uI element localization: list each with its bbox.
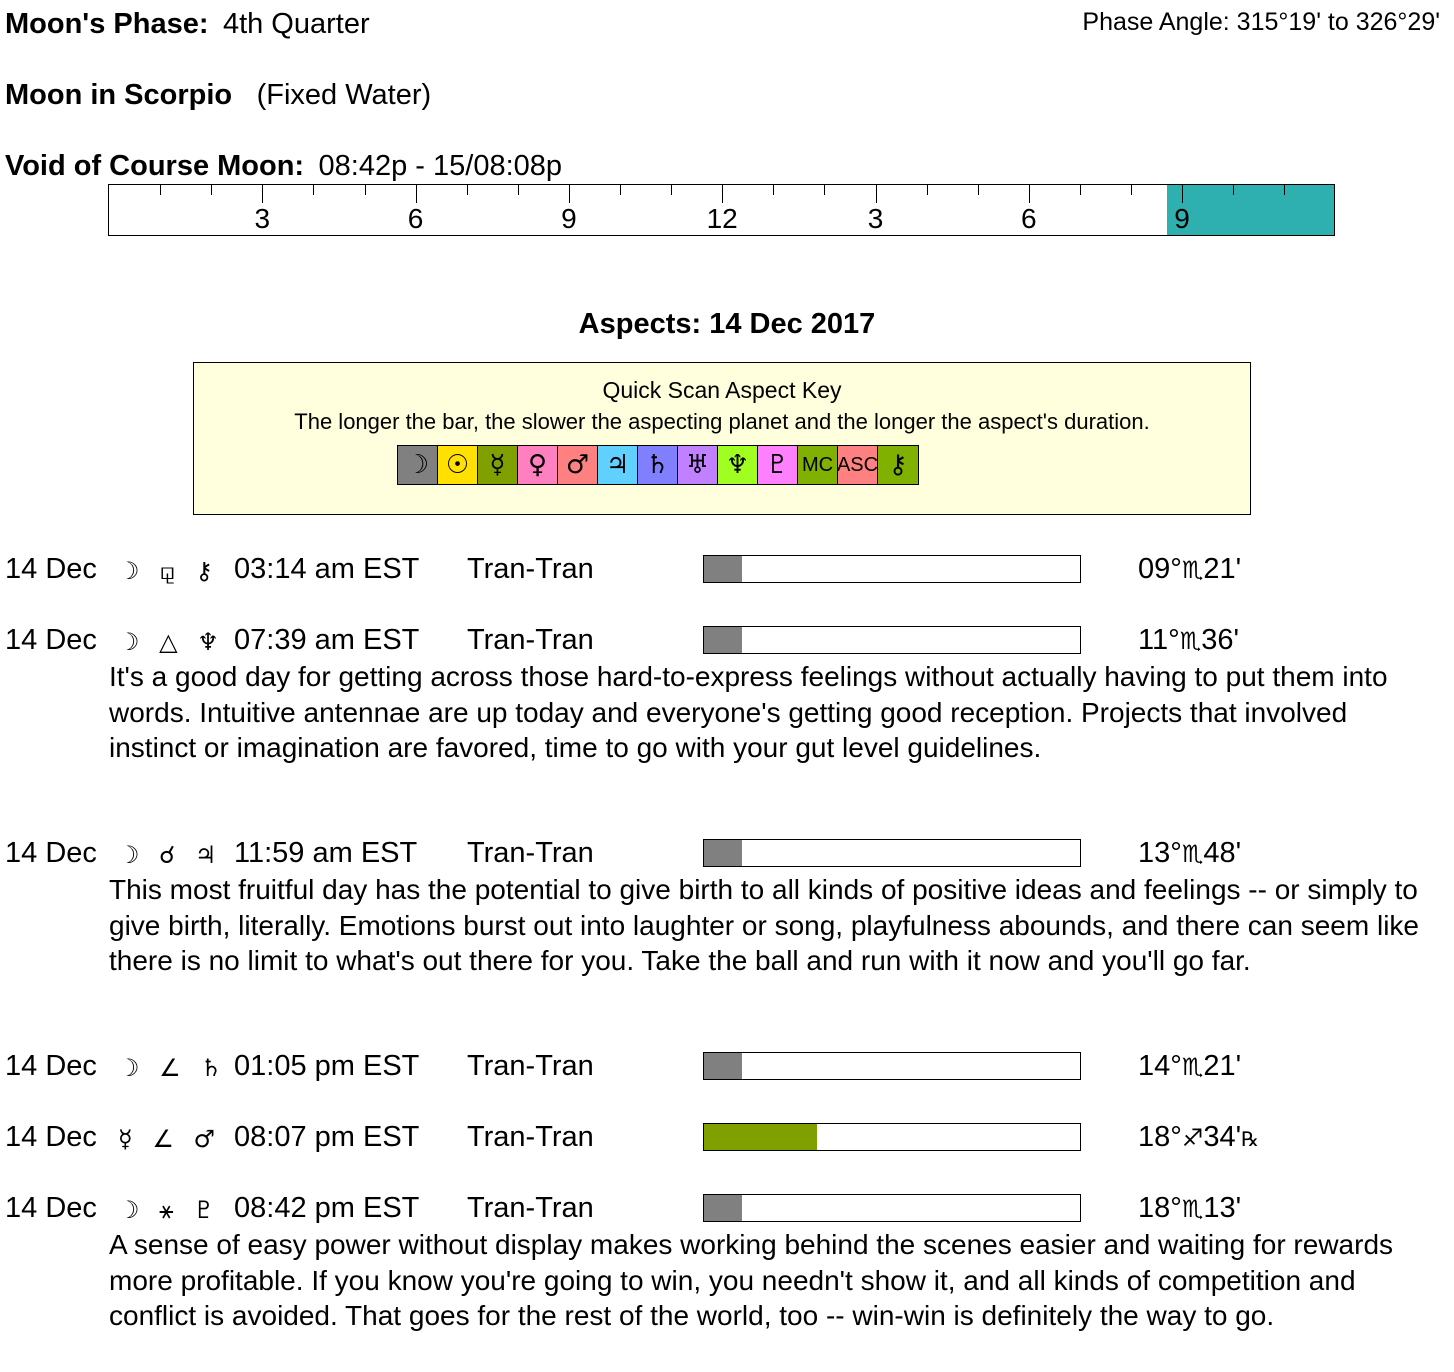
aspect-key-description: The longer the bar, the slower the aspecting planet and the longer the aspect's duration.	[294, 409, 1150, 434]
aspect-entry	[0, 837, 1454, 976]
aspect-position	[1138, 553, 1241, 586]
aspect-glyphs: ☽ △ ♆	[118, 628, 225, 656]
timeline-tick	[1233, 185, 1234, 195]
aspect-entry	[0, 1121, 1454, 1153]
void-of-course-row	[5, 150, 562, 183]
timeline-hour-label: 12	[706, 203, 738, 234]
timeline-tick	[467, 185, 468, 195]
aspect-minutes: 21'	[1203, 553, 1242, 585]
aspect-degree: 11°	[1138, 624, 1180, 656]
aspect-description: It's a good day for getting across those hard-to-express feelings without actually having to put them into words. Intuitive antennae are up today and everyone's getting good reception. Projects that involved instinct or imagination are favored, time to go with your gut level guidelines.	[109, 661, 1388, 763]
moon-phase-label: Moon's Phase:	[5, 8, 209, 40]
aspect-degree: 18°	[1138, 1192, 1182, 1224]
key-swatch-mars-icon: ♂	[558, 446, 598, 484]
timeline-tick	[876, 185, 877, 203]
timeline-tick	[722, 185, 723, 203]
timeline-tick	[824, 185, 825, 195]
aspect-minutes: 21'	[1203, 1050, 1242, 1082]
aspect-duration-fill	[704, 840, 742, 866]
aspect-entry	[0, 624, 1454, 763]
timeline-hour-label: 6	[407, 203, 424, 234]
aspect-minutes: 34'	[1203, 1121, 1242, 1153]
aspect-type: Tran-Tran	[467, 553, 594, 585]
timeline-tick	[620, 185, 621, 195]
retrograde-icon: ℞	[1241, 1127, 1260, 1151]
zodiac-sign-icon: ♏	[1181, 840, 1204, 868]
aspect-date: 14 Dec	[5, 1050, 97, 1082]
aspect-entry	[0, 553, 1454, 585]
timeline-tick	[518, 185, 519, 195]
zodiac-sign-icon: ♏	[1179, 627, 1202, 655]
timeline-hour-label: 9	[561, 203, 577, 234]
aspect-minutes: 13'	[1203, 1192, 1242, 1224]
aspect-time: 01:05 pm EST	[234, 1050, 420, 1082]
aspect-key-title: Quick Scan Aspect Key	[602, 377, 842, 403]
planet-color-key	[397, 445, 919, 485]
aspect-duration-fill	[704, 556, 742, 582]
moon-phase-row	[5, 8, 370, 41]
key-swatch-uranus-icon: ♅	[678, 446, 718, 484]
key-swatch-ascendant-icon: ASC	[838, 446, 878, 484]
aspect-glyphs: ☿ ∠ ♂	[118, 1125, 222, 1153]
aspects-title: Aspects: 14 Dec 2017	[578, 308, 876, 340]
aspect-duration-bar	[703, 1052, 1081, 1080]
timeline-hour-label: 3	[254, 203, 271, 234]
timeline-hour-label: 6	[1021, 203, 1037, 234]
moon-phase-value: 4th Quarter	[222, 8, 370, 40]
aspect-duration-bar	[703, 1194, 1081, 1222]
moon-sign-label: Moon in Scorpio	[5, 79, 233, 111]
aspect-row	[0, 837, 1454, 869]
zodiac-sign-icon: ♏	[1181, 1195, 1204, 1223]
timeline-tick	[1029, 185, 1030, 203]
aspect-date: 14 Dec	[5, 553, 97, 585]
zodiac-sign-icon: ♏	[1181, 556, 1204, 584]
aspect-duration-fill	[704, 627, 742, 653]
aspect-position	[1138, 837, 1241, 870]
void-of-course-timeline	[108, 184, 1335, 236]
aspect-time: 07:39 am EST	[234, 624, 420, 656]
aspect-row	[0, 1121, 1454, 1153]
aspect-glyphs: ☽ ☌ ♃	[118, 841, 223, 869]
key-swatch-saturn-icon: ♄	[638, 446, 678, 484]
aspect-duration-fill	[704, 1124, 817, 1150]
aspect-position	[1138, 1121, 1259, 1154]
key-swatch-midheaven-icon: MC	[798, 446, 838, 484]
timeline-tick	[773, 185, 774, 195]
key-swatch-pluto-icon: ♇	[758, 446, 798, 484]
timeline-tick	[262, 185, 263, 203]
timeline-tick	[1284, 185, 1285, 195]
aspect-date: 14 Dec	[5, 1192, 97, 1224]
key-swatch-moon-icon: ☽	[398, 446, 438, 484]
aspect-time: 03:14 am EST	[234, 553, 420, 585]
moon-sign-element: (Fixed Water)	[256, 79, 432, 111]
timeline-tick	[365, 185, 366, 195]
zodiac-sign-icon: ♏	[1181, 1053, 1204, 1081]
timeline-hour-label: 9	[1174, 203, 1190, 234]
aspect-date: 14 Dec	[5, 837, 97, 869]
timeline-tick	[1131, 185, 1132, 195]
aspect-position	[1138, 1050, 1241, 1083]
aspect-time: 08:07 pm EST	[234, 1121, 420, 1153]
aspect-glyphs: ☽ ∠ ♄	[118, 1054, 228, 1082]
timeline-hour-label: 3	[867, 203, 884, 234]
key-swatch-neptune-icon: ♆	[718, 446, 758, 484]
aspect-glyphs: ☽ ⚹ ♇	[118, 1196, 221, 1224]
moon-sign-row	[5, 79, 431, 112]
aspect-type: Tran-Tran	[467, 1050, 594, 1082]
aspect-row	[0, 553, 1454, 585]
timeline-tick	[160, 185, 161, 195]
aspect-date: 14 Dec	[5, 624, 97, 656]
aspect-minutes: 48'	[1203, 837, 1242, 869]
aspect-date: 14 Dec	[5, 1121, 97, 1153]
void-of-course-label: Void of Course Moon:	[5, 150, 305, 182]
key-swatch-sun-icon: ☉	[438, 446, 478, 484]
aspect-type: Tran-Tran	[467, 837, 594, 869]
aspect-row	[0, 624, 1454, 656]
aspect-row	[0, 1192, 1454, 1224]
key-swatch-venus-icon: ♀	[518, 446, 558, 484]
timeline-tick	[671, 185, 672, 195]
timeline-tick	[1080, 185, 1081, 195]
aspect-time: 08:42 pm EST	[234, 1192, 420, 1224]
void-of-course-fill	[1167, 185, 1334, 235]
aspect-duration-bar	[703, 1123, 1081, 1151]
timeline-tick	[416, 185, 417, 203]
phase-angle: Phase Angle: 315°19' to 326°29'	[1082, 8, 1440, 36]
aspect-type: Tran-Tran	[467, 1192, 594, 1224]
timeline-tick	[978, 185, 979, 195]
aspect-position	[1138, 624, 1239, 657]
aspect-time: 11:59 am EST	[234, 837, 418, 869]
aspect-duration-fill	[704, 1195, 742, 1221]
timeline-tick	[211, 185, 212, 195]
aspect-position	[1138, 1192, 1241, 1225]
aspect-description: This most fruitful day has the potential to give birth to all kinds of positive ideas and feelings -- or simply to give birth, literally. Emotions burst out into laughter or song, playfulness abounds, and there can seem like there is no limit to what's out there for you. Take the ball and run with it now and you'll go far.	[109, 874, 1419, 976]
aspect-degree: 14°	[1138, 1050, 1182, 1082]
key-swatch-jupiter-icon: ♃	[598, 446, 638, 484]
aspect-row	[0, 1050, 1454, 1082]
aspect-entry	[0, 1050, 1454, 1082]
timeline-tick	[927, 185, 928, 195]
key-swatch-mercury-icon: ☿	[478, 446, 518, 484]
aspect-duration-bar	[703, 626, 1081, 654]
zodiac-sign-icon: ♐	[1181, 1124, 1204, 1152]
timeline-tick	[313, 185, 314, 195]
aspect-type: Tran-Tran	[467, 1121, 594, 1153]
aspect-duration-bar	[703, 839, 1081, 867]
aspect-description: A sense of easy power without display makes working behind the scenes easier and waiting for rewards more profitable. If you know you're going to win, you needn't show it, and all kinds of competition and conflict is avoided. That goes for the rest of the world, too -- win-win is definitely the way to go.	[109, 1229, 1394, 1331]
aspect-entry	[0, 1192, 1454, 1331]
key-swatch-chiron-icon: ⚷	[878, 446, 918, 484]
void-of-course-value: 08:42p - 15/08:08p	[318, 150, 563, 182]
aspect-key-box	[193, 362, 1251, 515]
aspect-degree: 13°	[1138, 837, 1182, 869]
timeline-tick	[569, 185, 570, 203]
aspect-minutes: 36'	[1201, 624, 1240, 656]
aspect-type: Tran-Tran	[467, 624, 594, 656]
timeline-tick	[1182, 185, 1183, 203]
aspect-duration-bar	[703, 555, 1081, 583]
aspect-glyphs: ☽ ⚼ ⚷	[118, 557, 219, 585]
aspect-degree: 09°	[1138, 553, 1182, 585]
aspect-degree: 18°	[1138, 1121, 1182, 1153]
aspect-duration-fill	[704, 1053, 742, 1079]
